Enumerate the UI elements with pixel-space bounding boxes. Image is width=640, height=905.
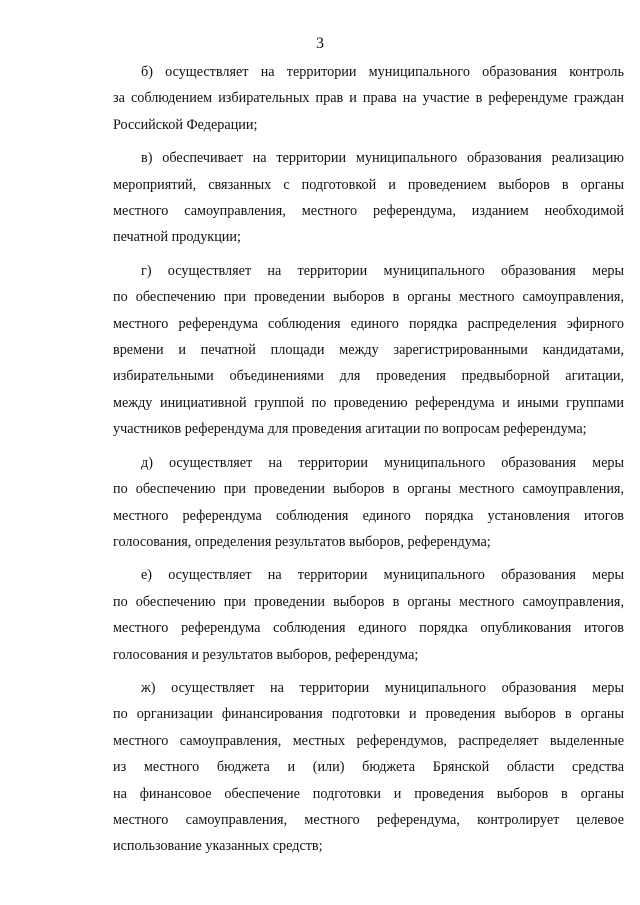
text-line: ж) осуществляет на территории муниципального образования меры bbox=[141, 679, 624, 696]
text-line: Российской Федерации; bbox=[113, 116, 258, 133]
paragraph-g bbox=[113, 258, 624, 443]
text-line: по обеспечению при проведении выборов в органы местного самоуправления, bbox=[113, 481, 624, 498]
text-line: по обеспечению при проведении выборов в органы местного самоуправления, bbox=[113, 289, 624, 306]
text-line: д) осуществляет на территории муниципального образования меры bbox=[141, 454, 624, 471]
text-line: по обеспечению при проведении выборов в органы местного самоуправления, bbox=[113, 593, 624, 610]
text-line: времени и печатной площади между зарегистрированными кандидатами, bbox=[113, 342, 624, 359]
text-line: е) осуществляет на территории муниципального образования меры bbox=[141, 567, 624, 584]
text-line: г) осуществляет на территории муниципального образования меры bbox=[141, 262, 624, 279]
text-line: в) обеспечивает на территории муниципального образования реализацию bbox=[141, 150, 624, 167]
text-line: местного референдума соблюдения единого порядка опубликования итогов bbox=[113, 620, 624, 637]
text-line: голосования, определения результатов выборов, референдума; bbox=[113, 533, 491, 550]
text-line: печатной продукции; bbox=[113, 229, 241, 246]
page-number: 3 bbox=[316, 35, 324, 52]
text-line: голосования и результатов выборов, референдума; bbox=[113, 646, 419, 663]
text-line: местного самоуправления, местных референдумов, распределяет выделенные bbox=[113, 732, 624, 749]
text-line: избирательными объединениями для проведения предвыборной агитации, bbox=[113, 368, 624, 385]
text-line: местного референдума соблюдения единого порядка установления итогов bbox=[113, 507, 624, 524]
text-line: между инициативной группой по проведению референдума и иными группами bbox=[113, 394, 624, 411]
text-line: мероприятий, связанных с подготовкой и проведением выборов в органы bbox=[113, 176, 624, 193]
text-line: участников референдума для проведения агитации по вопросам референдума; bbox=[113, 421, 587, 438]
document-body bbox=[113, 59, 624, 867]
paragraph-zh bbox=[113, 675, 624, 860]
paragraph-v bbox=[113, 145, 624, 251]
text-line: местного самоуправления, местного референдума, контролирует целевое bbox=[113, 811, 624, 828]
paragraph-e bbox=[113, 562, 624, 668]
text-line: местного референдума соблюдения единого порядка распределения эфирного bbox=[113, 315, 624, 332]
text-line: за соблюдением избирательных прав и права на участие в референдуме граждан bbox=[113, 90, 624, 107]
paragraph-d bbox=[113, 450, 624, 556]
text-line: использование указанных средств; bbox=[113, 838, 323, 855]
text-line: на финансовое обеспечение подготовки и проведения выборов в органы bbox=[113, 785, 624, 802]
text-line: из местного бюджета и (или) бюджета Брянской области средства bbox=[113, 759, 624, 776]
text-line: по организации финансирования подготовки и проведения выборов в органы bbox=[113, 706, 624, 723]
text-line: б) осуществляет на территории муниципального образования контроль bbox=[141, 64, 624, 80]
text-line: местного самоуправления, местного референдума, изданием необходимой bbox=[113, 203, 624, 220]
paragraph-b bbox=[113, 59, 624, 138]
